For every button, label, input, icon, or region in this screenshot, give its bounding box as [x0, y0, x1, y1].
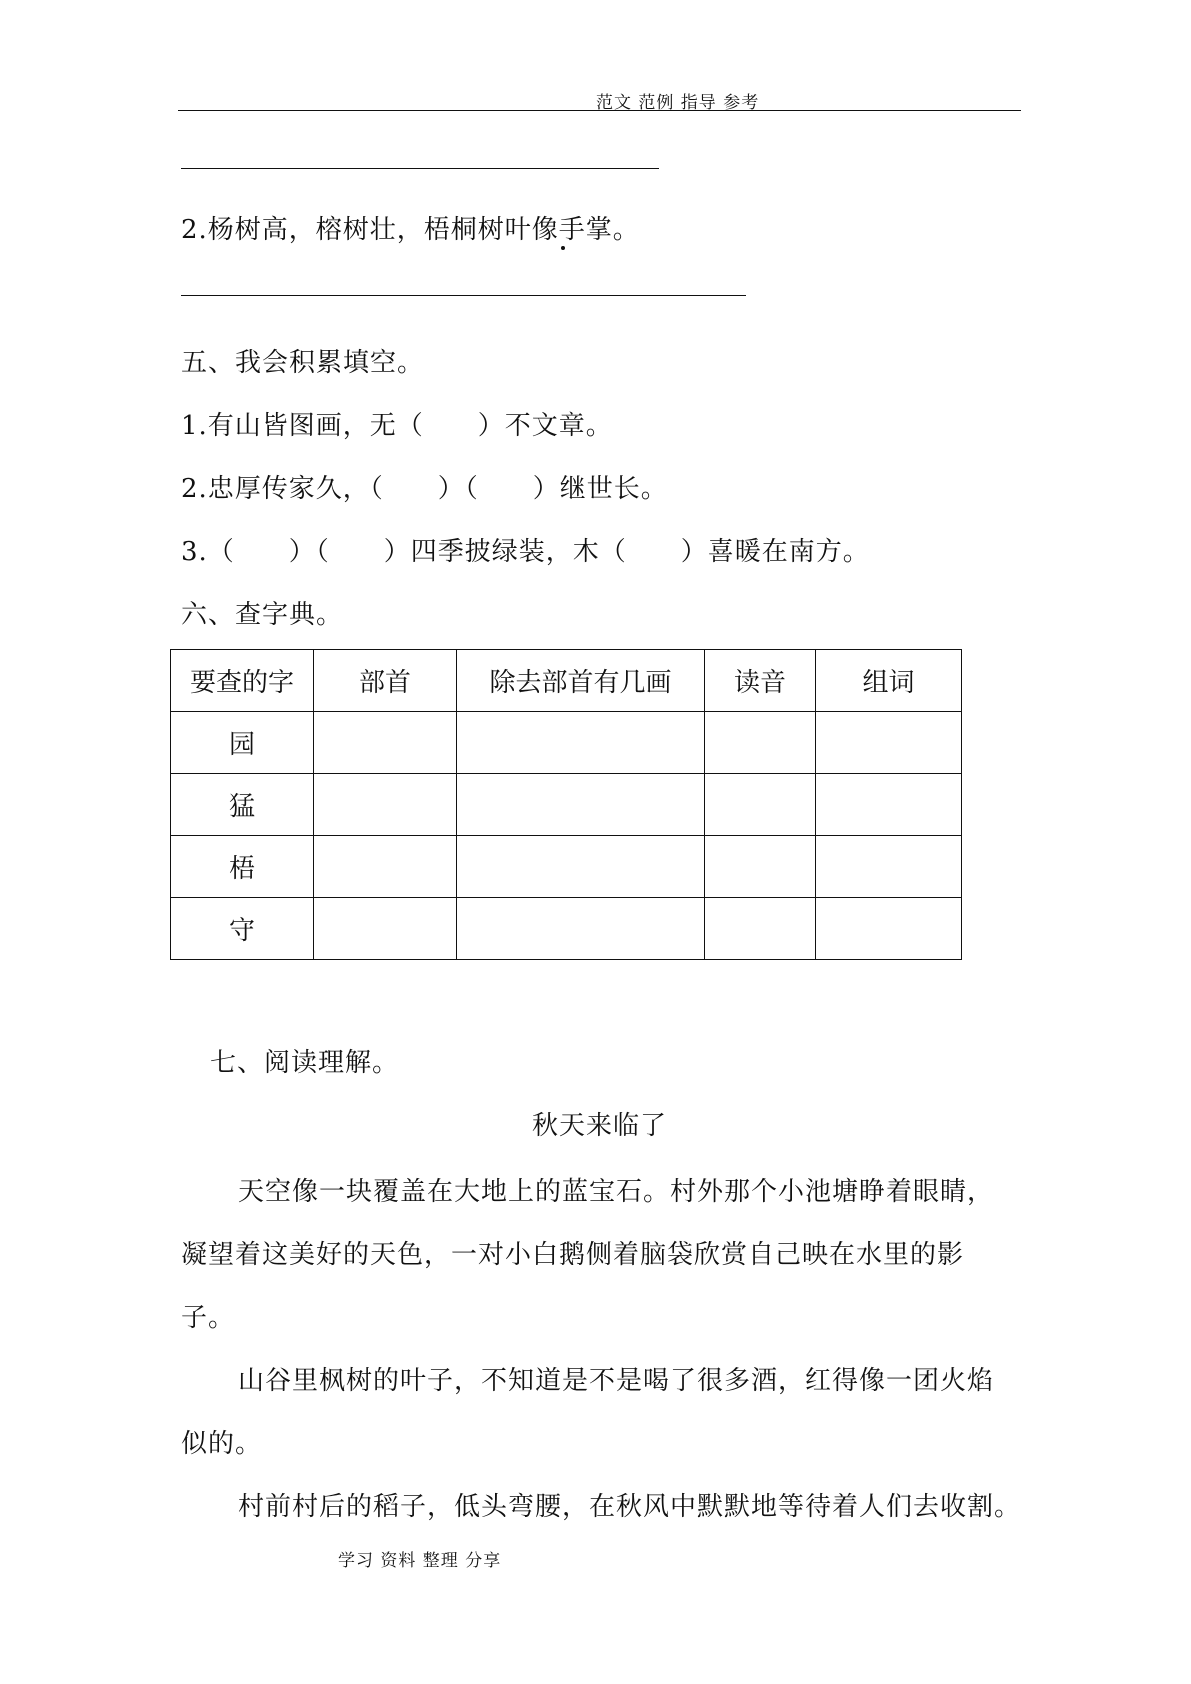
char-cell: 猛 [171, 774, 314, 836]
answer-cell[interactable] [314, 836, 457, 898]
passage-line: 村前村后的稻子，低头弯腰，在秋风中默默地等待着人们去收割。 [238, 1492, 1022, 1522]
table-header-cell: 组词 [816, 650, 962, 712]
answer-cell[interactable] [816, 774, 962, 836]
q4-item-2: 2.杨树高，榕树壮，梧桐树叶像手掌。 [181, 215, 640, 245]
table-row [171, 836, 962, 898]
answer-cell[interactable] [705, 898, 816, 960]
passage-line: 山谷里枫树的叶子，不知道是不是喝了很多酒，红得像一团火焰 [238, 1366, 995, 1396]
answer-cell[interactable] [705, 712, 816, 774]
answer-line-2[interactable] [181, 295, 746, 296]
answer-cell[interactable] [457, 836, 705, 898]
q5-item-2[interactable]: 2.忠厚传家久，（ ）（ ）继世长。 [181, 474, 668, 504]
table-header-cell: 要查的字 [171, 650, 314, 712]
passage-title: 秋天来临了 [532, 1111, 668, 1141]
dictionary-table [170, 649, 962, 960]
q5-item-3[interactable]: 3.（ ）（ ）四季披绿装，木（ ）喜暖在南方。 [181, 537, 870, 567]
answer-cell[interactable] [705, 774, 816, 836]
table-header-cell: 读音 [705, 650, 816, 712]
table-row [171, 774, 962, 836]
answer-cell[interactable] [314, 712, 457, 774]
passage-line: 天空像一块覆盖在大地上的蓝宝石。村外那个小池塘睁着眼睛， [238, 1177, 995, 1207]
answer-cell[interactable] [816, 898, 962, 960]
q6-title: 六、查字典。 [181, 600, 344, 630]
table-row [171, 898, 962, 960]
passage-line: 似的。 [181, 1429, 263, 1459]
answer-cell[interactable] [314, 774, 457, 836]
passage-line: 子。 [181, 1303, 236, 1333]
answer-cell[interactable] [457, 898, 705, 960]
char-cell: 守 [171, 898, 314, 960]
answer-cell[interactable] [705, 836, 816, 898]
answer-cell[interactable] [816, 836, 962, 898]
char-cell: 梧 [171, 836, 314, 898]
passage-line: 凝望着这美好的天色，一对小白鹅侧着脑袋欣赏自己映在水里的影 [181, 1240, 965, 1270]
answer-cell[interactable] [457, 712, 705, 774]
q7-title: 七、阅读理解。 [210, 1048, 400, 1078]
answer-cell[interactable] [816, 712, 962, 774]
emphasis-dot [561, 246, 565, 250]
table-header-row [171, 650, 962, 712]
answer-cell[interactable] [457, 774, 705, 836]
page-header: 范文 范例 指导 参考 [596, 93, 760, 113]
header-rule [178, 110, 1021, 111]
answer-line-1[interactable] [181, 168, 659, 169]
table-header-cell: 除去部首有几画 [457, 650, 705, 712]
table-row [171, 712, 962, 774]
answer-cell[interactable] [314, 898, 457, 960]
table-header-cell: 部首 [314, 650, 457, 712]
q5-title: 五、我会积累填空。 [181, 348, 425, 378]
page-footer: 学习 资料 整理 分享 [338, 1551, 502, 1571]
char-cell: 园 [171, 712, 314, 774]
q5-item-1[interactable]: 1.有山皆图画，无（ ）不文章。 [181, 411, 613, 441]
